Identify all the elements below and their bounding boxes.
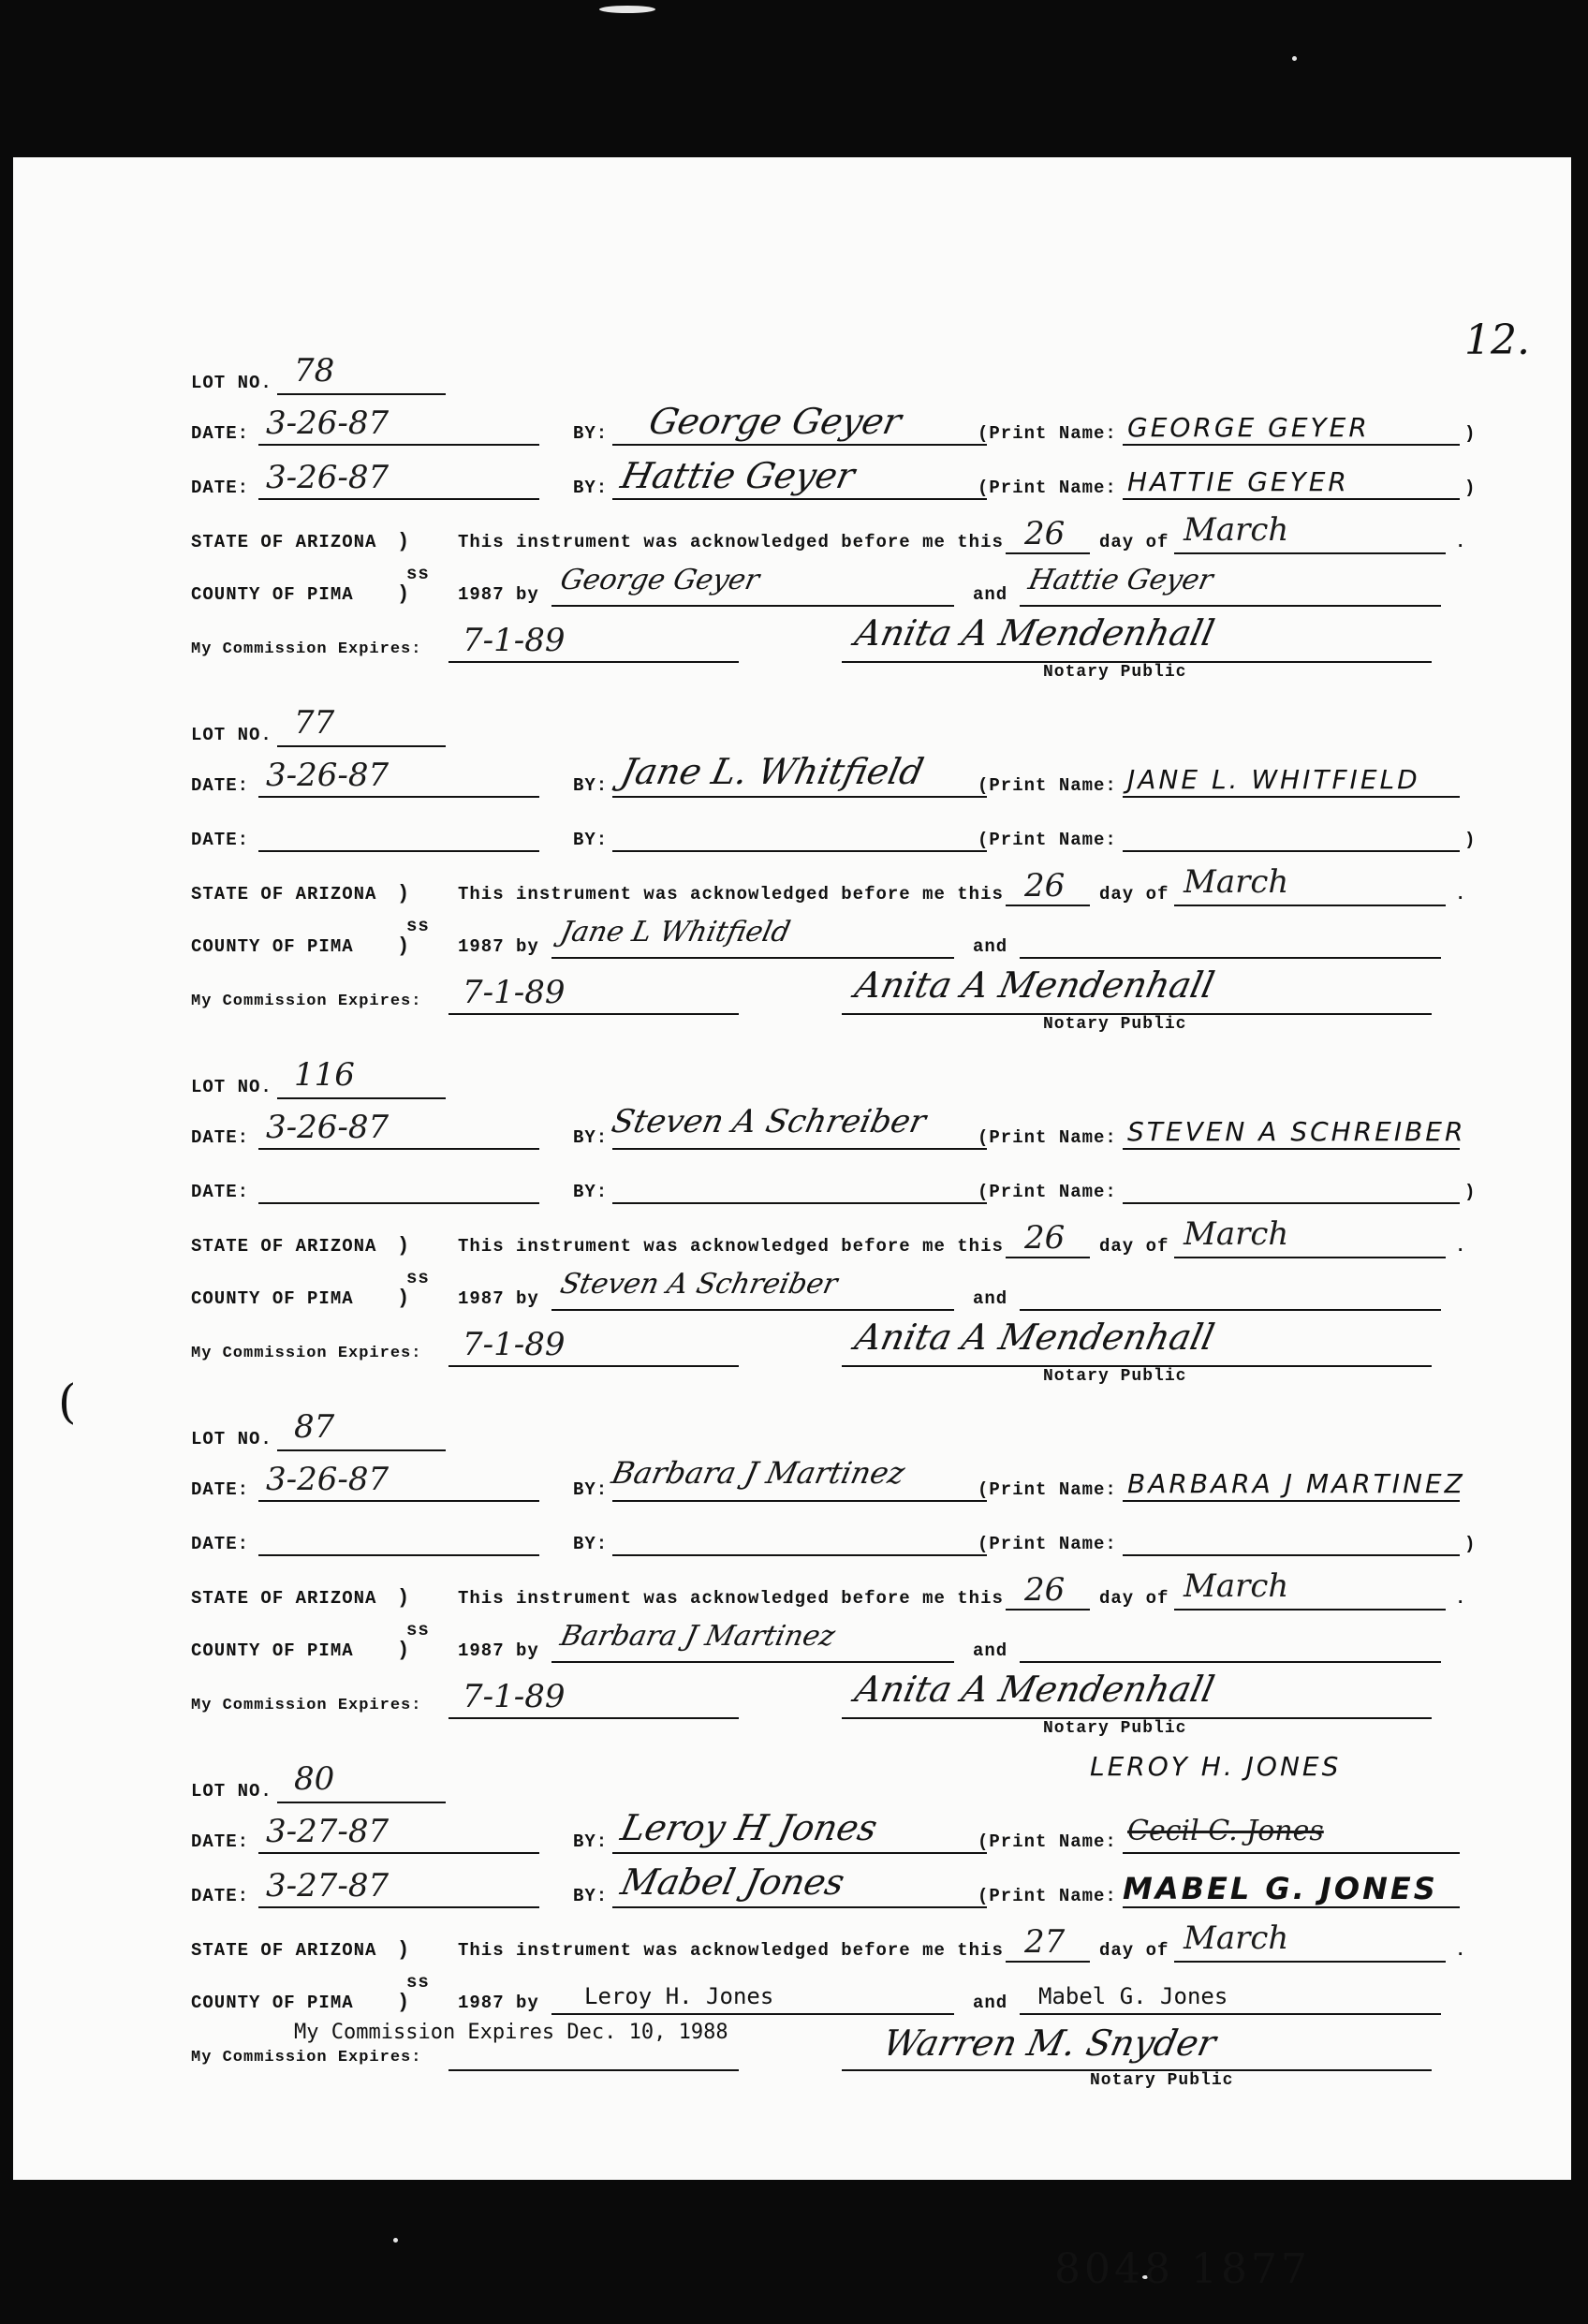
ack-by-2: Hattie Geyer (1025, 564, 1216, 596)
print-name-correction: LEROY H. JONES (1090, 1751, 1342, 1782)
notary-signature: Warren M. Snyder (879, 2022, 1220, 2064)
print-name-label: (Print Name: (978, 423, 1117, 444)
notary-public-label: Notary Public (1043, 663, 1187, 682)
date-value: 3-26-87 (266, 404, 390, 442)
date-value: 3-26-87 (266, 1461, 390, 1498)
by-label: BY: (573, 1127, 609, 1148)
lot-no-value: 78 (294, 352, 335, 390)
ack-by-1: Jane L Whitfield (557, 916, 794, 949)
ss-label: ss (406, 564, 430, 584)
notary-signature: Anita A Mendenhall (851, 964, 1218, 1006)
print-name-value: JANE L. WHITFIELD (1127, 764, 1420, 795)
county-label: COUNTY OF PIMA (191, 936, 354, 957)
scan-speck (1292, 56, 1297, 61)
year-by-label: 1987 by (458, 1288, 539, 1309)
and-label: and (973, 1993, 1008, 2013)
notary-public-label: Notary Public (1043, 1367, 1187, 1386)
by-label: BY: (573, 1886, 609, 1906)
notary-public-label: Notary Public (1043, 1015, 1187, 1034)
print-name-label: (Print Name: (978, 830, 1117, 850)
lot-no-label: LOT NO. (191, 725, 272, 745)
ack-month: March (1184, 863, 1289, 901)
ack-day: 27 (1024, 1923, 1066, 1961)
county-label: COUNTY OF PIMA (191, 1640, 354, 1661)
and-label: and (973, 584, 1008, 605)
date-value: 3-27-87 (266, 1867, 390, 1905)
ack-month: March (1184, 511, 1289, 549)
county-label: COUNTY OF PIMA (191, 1288, 354, 1309)
scan-speck (599, 6, 655, 13)
notary-signature: Anita A Mendenhall (851, 1669, 1218, 1710)
ack-text: This instrument was acknowledged before me this (458, 1236, 1004, 1257)
ack-text: This instrument was acknowledged before me this (458, 532, 1004, 552)
print-name-label: (Print Name: (978, 478, 1117, 498)
and-label: and (973, 1288, 1008, 1309)
signature: Mabel Jones (617, 1861, 848, 1903)
page-number: 12. (1464, 316, 1530, 364)
print-name-label: (Print Name: (978, 1182, 1117, 1202)
print-name-label: (Print Name: (978, 775, 1117, 796)
by-label: BY: (573, 478, 609, 498)
ack-by-1: George Geyer (557, 564, 763, 596)
print-name-label: (Print Name: (978, 1127, 1117, 1148)
ack-text: This instrument was acknowledged before me this (458, 884, 1004, 905)
ack-month: March (1184, 1215, 1289, 1253)
date-value: 3-26-87 (266, 1109, 390, 1146)
commission-stamp: My Commission Expires Dec. 10, 1988 (294, 2021, 728, 2044)
commission-label: My Commission Expires: (191, 640, 422, 658)
year-by-label: 1987 by (458, 584, 539, 605)
date-label: DATE: (191, 830, 250, 850)
margin-mark: ( (58, 1375, 77, 1429)
ack-by-1: Barbara J Martinez (557, 1620, 838, 1653)
ack-day: 26 (1024, 1571, 1066, 1609)
signature: Leroy H Jones (617, 1807, 881, 1848)
print-name-value: MABEL G. JONES (1123, 1871, 1438, 1906)
state-label: STATE OF ARIZONA (191, 1940, 377, 1961)
date-value: 3-26-87 (266, 459, 390, 496)
lot-no-label: LOT NO. (191, 1077, 272, 1097)
lot-no-label: LOT NO. (191, 1781, 272, 1802)
county-label: COUNTY OF PIMA (191, 584, 354, 605)
commission-label: My Commission Expires: (191, 2049, 422, 2067)
notary-signature: Anita A Mendenhall (851, 612, 1218, 654)
day-of-label: day of (1099, 1940, 1169, 1961)
ss-label: ss (406, 1972, 430, 1993)
ss-label: ss (406, 1620, 430, 1640)
ack-month: March (1184, 1920, 1289, 1957)
print-name-label: (Print Name: (978, 1479, 1117, 1500)
date-label: DATE: (191, 1831, 250, 1852)
ack-by-1: Leroy H. Jones (584, 1983, 774, 2009)
notary-public-label: Notary Public (1043, 1719, 1187, 1738)
commission-expires: 7-1-89 (463, 974, 566, 1011)
ack-text: This instrument was acknowledged before me this (458, 1588, 1004, 1609)
by-label: BY: (573, 423, 609, 444)
state-label: STATE OF ARIZONA (191, 884, 377, 905)
signature: George Geyer (645, 401, 905, 442)
day-of-label: day of (1099, 1588, 1169, 1609)
print-name-value: GEORGE GEYER (1127, 412, 1370, 443)
commission-label: My Commission Expires: (191, 993, 422, 1010)
date-label: DATE: (191, 1182, 250, 1202)
date-label: DATE: (191, 1886, 250, 1906)
state-label: STATE OF ARIZONA (191, 1236, 377, 1257)
ack-month: March (1184, 1567, 1289, 1605)
lot-no-value: 77 (294, 704, 335, 742)
by-label: BY: (573, 1831, 609, 1852)
ack-day: 26 (1024, 515, 1066, 552)
year-by-label: 1987 by (458, 936, 539, 957)
ack-by-1: Steven A Schreiber (557, 1268, 841, 1301)
and-label: and (973, 936, 1008, 957)
lot-no-value: 87 (294, 1408, 335, 1446)
ack-day: 26 (1024, 1219, 1066, 1257)
print-name-label: (Print Name: (978, 1886, 1117, 1906)
day-of-label: day of (1099, 1236, 1169, 1257)
signature: Steven A Schreiber (608, 1103, 930, 1140)
print-name-value: STEVEN A SCHREIBER (1127, 1116, 1466, 1147)
day-of-label: day of (1099, 884, 1169, 905)
commission-expires: 7-1-89 (463, 622, 566, 659)
date-value: 3-26-87 (266, 757, 390, 794)
lot-no-label: LOT NO. (191, 373, 272, 393)
notarized-form-page: 12. LOT NO. 78 DATE: 3-26-87 BY: George Geyer (Print Name: GEORGE GEYER ) DATE: 3-26-87 BY: Hattie Geyer (Print Name: HATTIE GEYER ) STATE OF ARIZONA ) This instrument was acknowledged before me this 26 day of March . ss COUNTY OF PIMA ) 1987 by George Geyer and Hattie Geyer My Commission Expires: 7-1-89 Anita A Mendenhall Notary Public LOT NO. 77 DATE: 3-26-87 BY: Jane L. Whitfield (Print Name: JANE L. WHITFIELD DATE: BY: (Print Name: ) STATE OF ARIZONA ) This instrument was acknowledged before me this 26 day of March . ss COUNTY OF PIMA ) 1987 by Jane L Whitfield and My Commission Expires: 7-1-89 Anita A Mendenhall Notary Public LOT NO. 116 DATE: 3-26-87 BY: Steven A Schreiber (Print Name: STEVEN A SCHREIBER DATE: BY: (Print Name: ) STATE OF ARIZONA ) This instrument was acknowledged before me this 26 day of March . ss COUNTY OF PIMA ) 1987 by Steven A Schreiber and My Commission Expires: 7-1-89 Anita A Mendenhall Notary Public LOT NO. 87 DATE: 3-26-87 BY: Barbara J Martinez (Print Name: BARBARA J MARTINEZ DATE: BY: (Print Name: ) STATE OF ARIZONA ) This instrument was acknowledged before me this 26 day of March . ss COUNTY OF PIMA ) 1987 by Barbara J Martinez and My Commission Expires: 7-1-89 Anita A Mendenhall Notary Public LOT NO. 80 LEROY H. JONES DATE: 3-27-87 BY: Leroy H Jones (Print Name: Cecil C. Jones DATE: 3-27-87 BY: Mabel Jones (Print Name: MABEL G. JONES STATE OF ARIZONA ) This instrument was acknowledged before me this 27 day of March . ss COUNTY OF PIMA ) 1987 by Leroy H. Jones and Mabel G. Jones My Commission Expires Dec. 10, 1988 My Commission Expires: Warren M. Snyder Notary Public 8048 1877 ( (13, 157, 1571, 2180)
commission-label: My Commission Expires: (191, 1697, 422, 1714)
ack-text: This instrument was acknowledged before me this (458, 1940, 1004, 1961)
by-label: BY: (573, 1479, 609, 1500)
commission-expires: 7-1-89 (463, 1326, 566, 1363)
ack-by-2: Mabel G. Jones (1038, 1983, 1228, 2009)
county-label: COUNTY OF PIMA (191, 1993, 354, 2013)
by-label: BY: (573, 830, 609, 850)
signature: Barbara J Martinez (608, 1455, 908, 1491)
print-name-struck: Cecil C. Jones (1127, 1815, 1324, 1847)
date-label: DATE: (191, 1479, 250, 1500)
scan-speck (393, 2238, 398, 2243)
print-name-label: (Print Name: (978, 1534, 1117, 1554)
print-name-label: (Print Name: (978, 1831, 1117, 1852)
date-label: DATE: (191, 775, 250, 796)
ss-label: ss (406, 1268, 430, 1288)
by-label: BY: (573, 775, 609, 796)
date-label: DATE: (191, 478, 250, 498)
notary-signature: Anita A Mendenhall (851, 1316, 1218, 1358)
date-label: DATE: (191, 1127, 250, 1148)
and-label: and (973, 1640, 1008, 1661)
state-label: STATE OF ARIZONA (191, 1588, 377, 1609)
print-name-value: HATTIE GEYER (1127, 466, 1349, 497)
year-by-label: 1987 by (458, 1993, 539, 2013)
lot-no-label: LOT NO. (191, 1429, 272, 1449)
document-number: 8048 1877 (1054, 2245, 1311, 2293)
date-label: DATE: (191, 423, 250, 444)
by-label: BY: (573, 1534, 609, 1554)
by-label: BY: (573, 1182, 609, 1202)
lot-no-value: 116 (294, 1056, 355, 1094)
lot-no-value: 80 (294, 1760, 335, 1798)
commission-label: My Commission Expires: (191, 1345, 422, 1362)
ack-day: 26 (1024, 867, 1066, 905)
print-name-value: BARBARA J MARTINEZ (1127, 1468, 1465, 1499)
year-by-label: 1987 by (458, 1640, 539, 1661)
state-label: STATE OF ARIZONA (191, 532, 377, 552)
signature: Hattie Geyer (617, 455, 859, 496)
date-value: 3-27-87 (266, 1813, 390, 1850)
ss-label: ss (406, 916, 430, 936)
commission-expires: 7-1-89 (463, 1678, 566, 1715)
date-label: DATE: (191, 1534, 250, 1554)
signature: Jane L. Whitfield (617, 751, 928, 792)
notary-public-label: Notary Public (1090, 2071, 1234, 2090)
day-of-label: day of (1099, 532, 1169, 552)
